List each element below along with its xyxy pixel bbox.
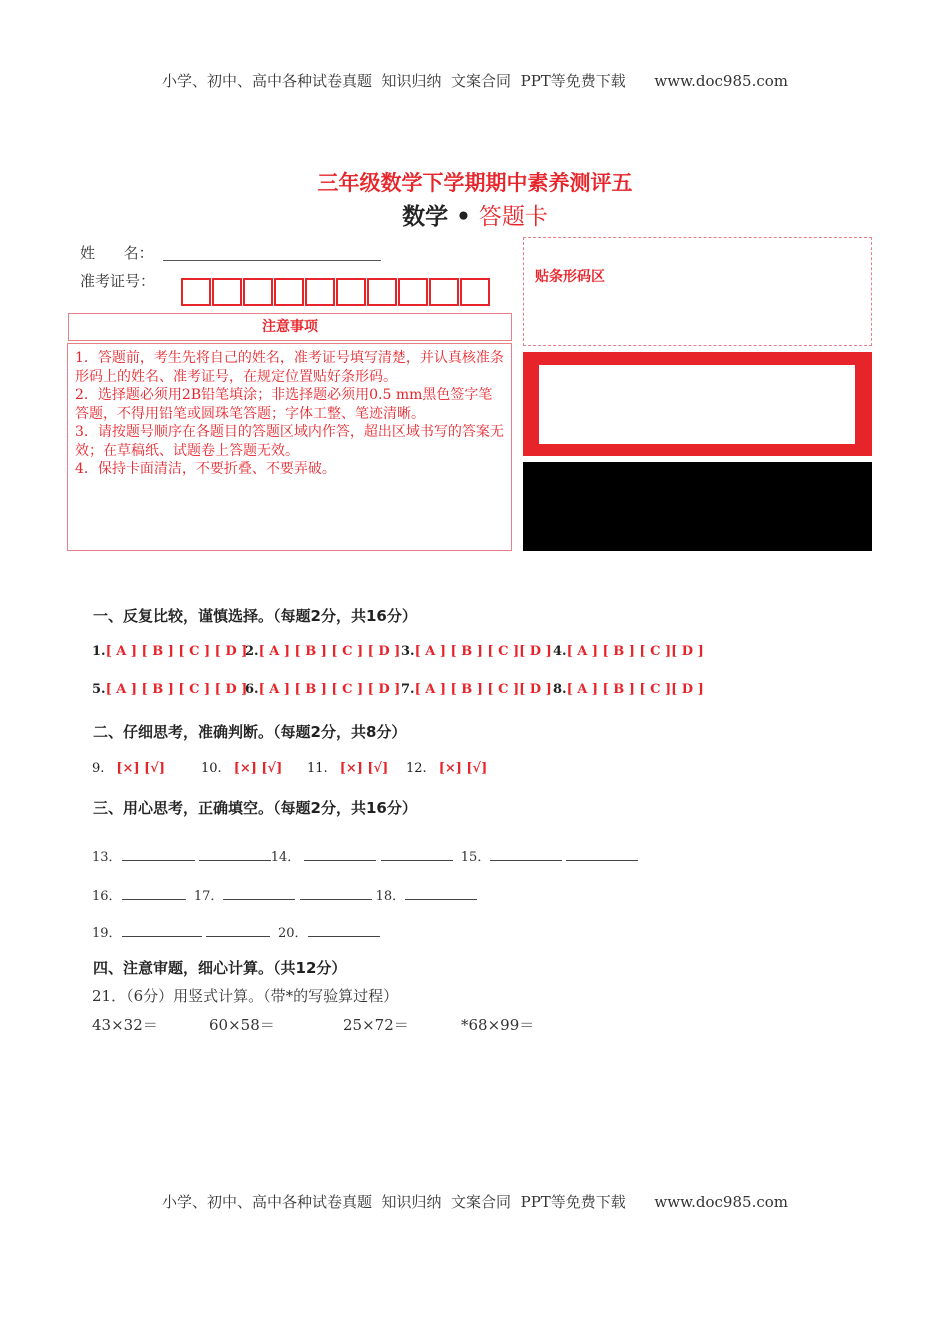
true-false-question[interactable]: 9. [×] [√] [92,761,165,776]
card-title-subject: 数学 • [402,204,479,230]
notice-item: 4．保持卡面清洁，不要折叠、不要弄破。 [75,461,336,477]
answer-blank[interactable] [122,926,202,937]
choice-question[interactable]: 8.[ A ] [ B ] [ C ][ D ] [553,682,704,697]
answer-blank[interactable] [405,889,477,900]
answer-blank[interactable] [490,850,562,861]
choice-question[interactable]: 7.[ A ] [ B ] [ C ][ D ] [401,682,552,697]
calc-item: 43×32＝ [92,1016,158,1034]
card-title [0,198,950,231]
answer-blank[interactable] [199,850,271,861]
page-footer: 小学、初中、高中各种试卷真题 知识归纳 文案合同 PPT等免费下载 www.doc985.com [161,1193,788,1211]
fill-row-2: 16． 17． 18． [92,885,477,904]
id-digit-box[interactable] [336,278,366,306]
id-digit-box[interactable] [212,278,242,306]
section-1-heading: 一、反复比较，谨慎选择。（每题2分，共16分） [93,607,417,625]
calc-item: 25×72＝ [343,1016,409,1034]
id-digit-box[interactable] [305,278,335,306]
answer-blank[interactable] [300,889,372,900]
notice-body [67,343,512,551]
id-number-boxes[interactable] [181,278,491,306]
choice-question[interactable]: 4.[ A ] [ B ] [ C ][ D ] [553,644,704,659]
answer-blank[interactable] [223,889,295,900]
notice-heading: 注意事项 [68,313,512,341]
answer-blank[interactable] [122,889,186,900]
section-2-heading: 二、仔细思考，准确判断。（每题2分，共8分） [93,723,407,741]
choice-question[interactable]: 1.[ A ] [ B ] [ C ] [ D ] [92,644,248,659]
answer-blank[interactable] [308,926,380,937]
section-3-heading: 三、用心思考，正确填空。（每题2分，共16分） [93,799,417,817]
choice-question[interactable]: 2.[ A ] [ B ] [ C ] [ D ] [245,644,401,659]
id-digit-box[interactable] [367,278,397,306]
q21-instruction: 21．（6分）用竖式计算。（带*的写验算过程） [92,987,399,1005]
section-4-heading: 四、注意审题，细心计算。（共12分） [93,959,347,977]
id-digit-box[interactable] [429,278,459,306]
barcode-label: 贴条形码区 [535,269,605,285]
missing-exam-mark-inner [539,365,855,444]
true-false-question[interactable]: 12. [×] [√] [406,761,488,776]
id-digit-box[interactable] [181,278,211,306]
id-digit-box[interactable] [274,278,304,306]
black-block [523,462,872,551]
choice-question[interactable]: 5.[ A ] [ B ] [ C ] [ D ] [92,682,248,697]
name-input-line[interactable] [163,260,381,261]
answer-blank[interactable] [206,926,270,937]
exam-title: 三年级数学下学期期中素养测评五 [317,171,633,195]
true-false-question[interactable]: 11. [×] [√] [307,761,389,776]
name-label: 姓 名： [80,244,154,262]
barcode-area [523,237,872,346]
calc-item: *68×99＝ [461,1016,535,1034]
choice-question[interactable]: 3.[ A ] [ B ] [ C ][ D ] [401,644,552,659]
id-digit-box[interactable] [398,278,428,306]
fill-row-3: 19． 20． [92,922,380,941]
notice-item: 1．答题前，考生先将自己的姓名，准考证号填写清楚，并认真核准条形码上的姓名、准考证号，在规定位置贴好条形码。 [75,350,504,385]
answer-blank[interactable] [122,850,195,861]
notice-item: 3．请按题号顺序在各题目的答题区域内作答，超出区域书写的答案无效；在草稿纸、试题卷上答题无效。 [75,424,504,459]
true-false-question[interactable]: 10. [×] [√] [201,761,283,776]
fill-row-1: 13． 14． 15． [92,846,638,865]
calc-item: 60×58＝ [209,1016,275,1034]
answer-blank[interactable] [304,850,376,861]
missing-exam-mark-frame [523,352,872,456]
id-label: 准考证号： [80,272,156,290]
notice-item: 2．选择题必须用2B铅笔填涂；非选择题必须用0.5 mm黑色签字笔答题，不得用铅笔或圆珠笔答题；字体工整、笔迹清晰。 [75,387,493,422]
page-header: 小学、初中、高中各种试卷真题 知识归纳 文案合同 PPT等免费下载 www.doc985.com [161,72,788,90]
card-title-label: 答题卡 [478,204,548,230]
id-digit-box[interactable] [243,278,273,306]
answer-blank[interactable] [381,850,453,861]
choice-question[interactable]: 6.[ A ] [ B ] [ C ] [ D ] [245,682,401,697]
id-digit-box[interactable] [460,278,490,306]
answer-blank[interactable] [566,850,638,861]
